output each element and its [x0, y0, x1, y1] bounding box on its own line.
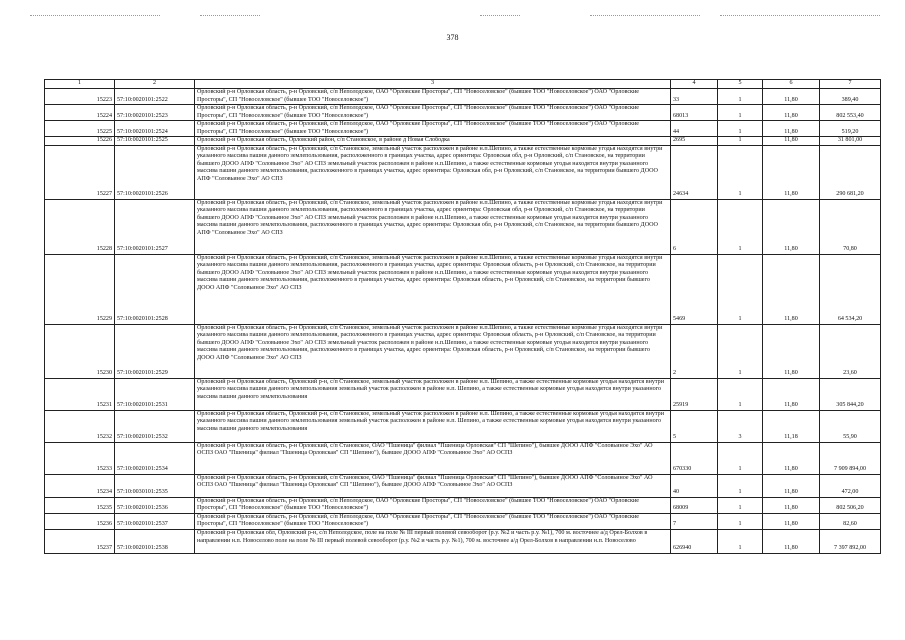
- table-row: [45, 410, 881, 442]
- header-row: [45, 80, 881, 89]
- table-row: [45, 105, 881, 121]
- plot-description: Орловский р-н Орловская область, Орловский р-н, с/п Становское, земельный участок расположен в районе н.п. Шепино, а также естественные кормовые угодья находятся внутри указанного массива пашни данного землепользования земельный участок расположен в районе н.п. Шепино, а также естественные кормовые угодья находятся внутри указанного массива пашни данного землепользования: [195, 378, 671, 410]
- share-count: 1: [718, 530, 763, 554]
- cadastral-number: 57:10:0020101:2538: [115, 530, 195, 554]
- plot-area: 24634: [671, 145, 718, 199]
- total-sum: 472,00: [820, 474, 881, 497]
- row-number: 15223: [45, 89, 115, 105]
- table-row: [45, 513, 881, 529]
- tax-rate: 11,80: [763, 137, 820, 146]
- cadastral-number: 57:10:0020101:2522: [115, 89, 195, 105]
- plot-description: Орловский р-н Орловская область, р-н Орловский, с/п Становское, земельный участок расположен в районе н.п.Шепино, а также естественные кормовые угодья находятся внутри указанного массива пашни данного землепользования, расположенного в границах участка, адрес ориентира: Орловская обл, р-н Орловский, с/п Становское, на территории бывшего ДООО АПФ "Соловьиное Эхо" АО СПЗ земельный участок расположен в районе н.п.Шепино, а также естественные кормовые угодья находятся внутри указанного массива пашни данного землепользования, расположенного в границах участка, адрес ориентира: Орловская обл, р-н Орловский, с/п Становское, на территории бывшего ДООО АПФ "Соловьиное Эхо" АО СПЗ: [195, 199, 671, 254]
- total-sum: 389,40: [820, 89, 881, 105]
- plot-area: 5469: [671, 254, 718, 324]
- column-header: 6: [763, 80, 820, 89]
- cadastral-number: 57:10:0020101:2536: [115, 497, 195, 513]
- column-header: 4: [671, 80, 718, 89]
- share-count: 1: [718, 105, 763, 121]
- total-sum: 70,80: [820, 199, 881, 254]
- cadastral-number: 57:10:0020101:2529: [115, 324, 195, 378]
- scan-noise: [200, 15, 260, 17]
- plot-area: 33: [671, 89, 718, 105]
- plot-description: Орловский р-н Орловская область, р-н Орловский, с/п Становское, земельный участок расположен в районе н.п.Шепино, а также естественные кормовые угодья находятся внутри указанного массива пашни данного землепользования, расположенного в границах участка, адрес ориентира: Орловская область, р-н Орловский, с/п Становское, на территории бывшего ДООО АПФ "Соловьиное Эхо" АО СПЗ земельный участок расположен в районе н.п.Шепино, а также естественные кормовые угодья находятся внутри указанного массива пашни данного землепользования, расположенного в границах участка, адрес ориентира: Орловская область, р-н Орловский, с/п Становское, на территории бывшего ДООО АПФ "Соловьиное Эхо" АО СПЗ: [195, 254, 671, 324]
- table-row: [45, 121, 881, 137]
- cadastral-number: 57:10:0020101:2537: [115, 513, 195, 529]
- share-count: 1: [718, 324, 763, 378]
- row-number: 15235: [45, 497, 115, 513]
- table-row: [45, 497, 881, 513]
- total-sum: 55,90: [820, 410, 881, 442]
- row-number: 15236: [45, 513, 115, 529]
- column-header: 1: [45, 80, 115, 89]
- plot-description: Орловский р-н Орловская область, р-н Орловский, с/п Становское, земельный участок расположен в районе н.п.Шепино, а также естественные кормовые угодья находятся внутри указанного массива пашни данного землепользования, расположенного в границах участка, адрес ориентира: Орловская область, р-н Орловский, с/п Становское, на территории бывшего ДООО АПФ "Соловьиное Эхо" АО СПЗ земельный участок расположен в районе н.п.Шепино, а также естественные кормовые угодья находятся внутри указанного массива пашни данного землепользования, расположенного в границах участка, адрес ориентира: Орловская область, р-н Орловский, с/п Становское, на территории бывшего ДООО АПФ "Соловьиное Эхо" АО СПЗ: [195, 324, 671, 378]
- plot-description: Орловский р-н Орловская область, р-н Орловский, с/п Становское, земельный участок расположен в районе н.п.Шепино, а также естественные кормовые угодья находятся внутри указанного массива пашни данного землепользования, расположенного в границах участка, адрес ориентира: Орловская обл, р-н Орловский, с/п Становское, на территории бывшего ДООО АПФ "Соловьиное Эхо" АО СПЗ земельный участок расположен в районе н.п.Шепино, а также естественные кормовые угодья находятся внутри указанного массива пашни данного землепользования, расположенного в границах участка, адрес ориентира: Орловская обл, р-н Орловский, с/п Становское, на территории бывшего ДООО АПФ "Соловьиное Эхо" АО СПЗ: [195, 145, 671, 199]
- row-number: 15227: [45, 145, 115, 199]
- land-plots-table: [44, 79, 881, 554]
- column-header: 5: [718, 80, 763, 89]
- plot-area: 2: [671, 324, 718, 378]
- tax-rate: 11,80: [763, 378, 820, 410]
- plot-area: 44: [671, 121, 718, 137]
- cadastral-number: 57:10:0020101:2527: [115, 199, 195, 254]
- cadastral-number: 57:10:0030101:2535: [115, 474, 195, 497]
- total-sum: 290 681,20: [820, 145, 881, 199]
- row-number: 15237: [45, 530, 115, 554]
- plot-description: Орловский р-н Орловская область, р-н Орловский, с/п Становское, ОАО "Пшеница" филиал "Пшеница Орловская" СП "Шепино"), бывшее ДООО АПФ "Соловьиное Эхо" АО ОСПЗ ОАО "Пшеница" филиал "Пшеница Орловская" СП "Шепино"), бывшее ДООО АПФ "Соловьиное Эхо" АО ОСПЗ: [195, 474, 671, 497]
- table-row: [45, 89, 881, 105]
- tax-rate: 11,80: [763, 105, 820, 121]
- cadastral-number: 57:10:0020101:2528: [115, 254, 195, 324]
- plot-area: 68013: [671, 105, 718, 121]
- share-count: 1: [718, 513, 763, 529]
- plot-area: 670330: [671, 442, 718, 474]
- tax-rate: 11,80: [763, 145, 820, 199]
- tax-rate: 11,80: [763, 121, 820, 137]
- plot-area: 40: [671, 474, 718, 497]
- row-number: 15225: [45, 121, 115, 137]
- page-number: 378: [446, 33, 459, 42]
- plot-description: Орловский р-н Орловская область, р-н Орловский, с/п Становское, ОАО "Пшеница" филиал "Пшеница Орловская" СП "Шепино"), бывшее ДООО АПФ "Соловьиное Эхо" АО ОСПЗ ОАО "Пшеница" филиал "Пшеница Орловская" СП "Шепино"), бывшее ДООО АПФ "Соловьиное Эхо" АО ОСПЗ: [195, 442, 671, 474]
- total-sum: 802 553,40: [820, 105, 881, 121]
- cadastral-number: 57:10:0020101:2523: [115, 105, 195, 121]
- plot-area: 7: [671, 513, 718, 529]
- cadastral-number: 57:10:0020101:2532: [115, 410, 195, 442]
- row-number: 15234: [45, 474, 115, 497]
- plot-description: Орловский р-н Орловская область, р-н Орловский, с/п Неполодское, ОАО "Орловские Просторы", СП "Новоселовское" (бывшее ТОО "Новоселовское") ОАО "Орловские Просторы", СП "Новоселовское" (бывшее ТОО "Новоселовское"): [195, 89, 671, 105]
- row-number: 15226: [45, 137, 115, 146]
- column-header: 2: [115, 80, 195, 89]
- share-count: 1: [718, 199, 763, 254]
- tax-rate: 11,80: [763, 254, 820, 324]
- table-row: [45, 474, 881, 497]
- total-sum: 7 909 894,00: [820, 442, 881, 474]
- tax-rate: 11,80: [763, 89, 820, 105]
- plot-description: Орловский р-н Орловская область, Орловский р-н, с/п Становское, земельный участок расположен в районе н.п. Шепино, а также естественные кормовые угодья находятся внутри указанного массива пашни данного землепользования земельный участок расположен в районе н.п. Шепино, а также естественные кормовые угодья находятся внутри указанного массива пашни данного землепользования: [195, 410, 671, 442]
- cadastral-number: 57:10:0020101:2534: [115, 442, 195, 474]
- share-count: 1: [718, 137, 763, 146]
- scan-noise: [590, 15, 700, 17]
- row-number: 15230: [45, 324, 115, 378]
- table-row: [45, 378, 881, 410]
- row-number: 15233: [45, 442, 115, 474]
- share-count: 1: [718, 442, 763, 474]
- total-sum: 23,60: [820, 324, 881, 378]
- tax-rate: 11,80: [763, 513, 820, 529]
- table-row: [45, 530, 881, 554]
- plot-description: Орловский р-н Орловская область, р-н Орловский, с/п Неполодское, ОАО "Орловские Просторы", СП "Новоселовское" (бывшее ТОО "Новоселовское") ОАО "Орловские Просторы", СП "Новоселовское" (бывшее ТОО "Новоселовское"): [195, 121, 671, 137]
- plot-area: 2695: [671, 137, 718, 146]
- share-count: 1: [718, 497, 763, 513]
- tax-rate: 11,80: [763, 199, 820, 254]
- plot-area: 6: [671, 199, 718, 254]
- row-number: 15231: [45, 378, 115, 410]
- table-row: [45, 254, 881, 324]
- row-number: 15232: [45, 410, 115, 442]
- tax-rate: 11,80: [763, 474, 820, 497]
- table-row: [45, 324, 881, 378]
- total-sum: 7 397 892,00: [820, 530, 881, 554]
- total-sum: 802 506,20: [820, 497, 881, 513]
- share-count: 1: [718, 89, 763, 105]
- total-sum: 82,60: [820, 513, 881, 529]
- share-count: 1: [718, 254, 763, 324]
- total-sum: 64 534,20: [820, 254, 881, 324]
- cadastral-number: 57:10:0020101:2526: [115, 145, 195, 199]
- share-count: 1: [718, 378, 763, 410]
- total-sum: 519,20: [820, 121, 881, 137]
- share-count: 1: [718, 145, 763, 199]
- tax-rate: 11,18: [763, 410, 820, 442]
- plot-area: 626940: [671, 530, 718, 554]
- row-number: 15224: [45, 105, 115, 121]
- plot-description: Орловский р-н Орловская область, р-н Орловский, с/п Неполодское, ОАО "Орловские Просторы", СП "Новоселовское" (бывшее ТОО "Новоселовское") ОАО "Орловские Просторы", СП "Новоселовское" (бывшее ТОО "Новоселовское"): [195, 497, 671, 513]
- cadastral-number: 57:10:0020101:2531: [115, 378, 195, 410]
- plot-area: 68009: [671, 497, 718, 513]
- row-number: 15229: [45, 254, 115, 324]
- share-count: 3: [718, 410, 763, 442]
- share-count: 1: [718, 121, 763, 137]
- table-row: [45, 442, 881, 474]
- scan-noise: [30, 15, 160, 17]
- tax-rate: 11,80: [763, 497, 820, 513]
- plot-description: Орловский р-н Орловская обл, Орловский р-н, с/п Неполодское, поле на поле № III первый полевой севооборот (р.у. №2 и часть р.у. №1), 700 м. восточнее а/д Орел-Болхов в направлении н.п. Новоселово поле на поле № III первый полевой севооборот (р.у. №2 и часть р.у. №1), 700 м. восточнее а/д Орел-Болхов в направлении н.п. Новоселово: [195, 530, 671, 554]
- tax-rate: 11,80: [763, 530, 820, 554]
- plot-area: 25919: [671, 378, 718, 410]
- plot-area: 5: [671, 410, 718, 442]
- table-row: [45, 137, 881, 146]
- tax-rate: 11,80: [763, 324, 820, 378]
- plot-description: Орловский р-н Орловская область, р-н Орловский, с/п Неполодское, ОАО "Орловские Просторы", СП "Новоселовское" (бывшее ТОО "Новоселовское") ОАО "Орловские Просторы", СП "Новоселовское" (бывшее ТОО "Новоселовское"): [195, 105, 671, 121]
- scan-noise: [720, 15, 880, 17]
- table-row: [45, 199, 881, 254]
- tax-rate: 11,80: [763, 442, 820, 474]
- column-header: 7: [820, 80, 881, 89]
- cadastral-number: 57:10:0020101:2525: [115, 137, 195, 146]
- row-number: 15228: [45, 199, 115, 254]
- scan-noise: [480, 15, 520, 17]
- column-header: 3: [195, 80, 671, 89]
- plot-description: Орловский р-н Орловская область, Орловский район, с/п Становское, в районе д Новая Слободка: [195, 137, 671, 146]
- total-sum: 305 844,20: [820, 378, 881, 410]
- total-sum: 31 801,00: [820, 137, 881, 146]
- table-row: [45, 145, 881, 199]
- share-count: 1: [718, 474, 763, 497]
- document-table-wrapper: [44, 79, 880, 554]
- cadastral-number: 57:10:0020101:2524: [115, 121, 195, 137]
- plot-description: Орловский р-н Орловская область, р-н Орловский, с/п Неполодское, ОАО "Орловские Просторы", СП "Новоселовское" (бывшее ТОО "Новоселовское") ОАО "Орловские Просторы", СП "Новоселовское" (бывшее ТОО "Новоселовское"): [195, 513, 671, 529]
